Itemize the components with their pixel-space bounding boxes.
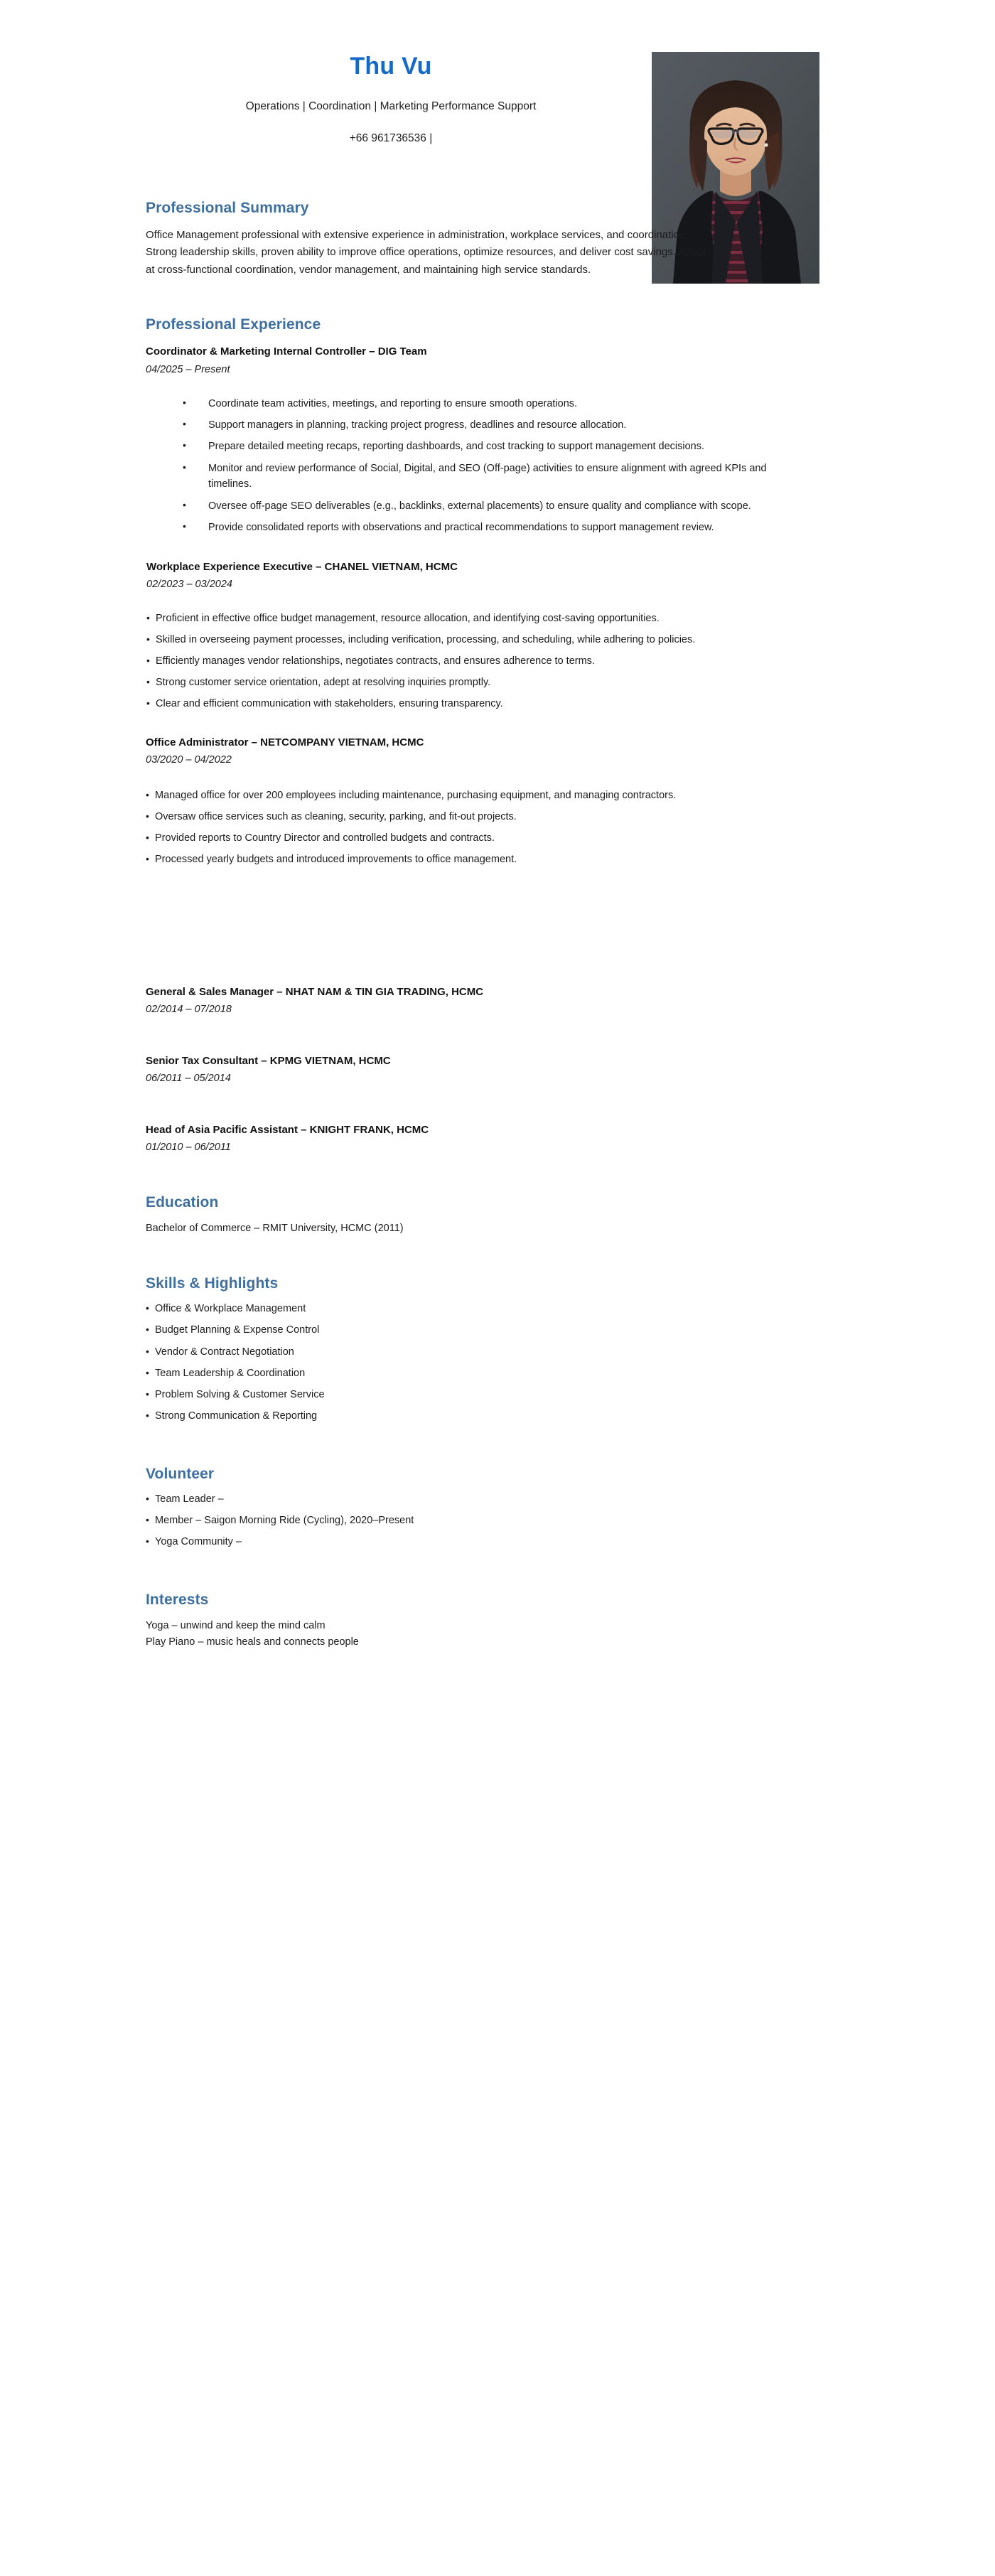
list-item: • Managed office for over 200 employees including maintenance, purchasing equipment, and managing contractors. (146, 788, 724, 804)
list-item: • Yoga Community – (146, 1535, 821, 1550)
section-title-education: Education (146, 1194, 219, 1211)
professional-tagline: Operations | Coordination | Marketing Performance Support (245, 100, 537, 113)
list-item: • Team Leadership & Coordination (146, 1366, 821, 1382)
list-item: • Oversee off-page SEO deliverables (e.g., backlinks, external placements) to ensure quality and compliance with scope. (183, 498, 770, 514)
list-item: • Processed yearly budgets and introduced improvements to office management. (146, 852, 724, 868)
job-bullet-list (146, 768, 821, 868)
list-item: • Team Leader – (146, 1492, 821, 1508)
section-skills (146, 1238, 821, 1424)
job-dates: 01/2010 – 06/2011 (146, 1142, 231, 1154)
list-item: • Support managers in planning, tracking project progress, deadlines and resource allocation. (183, 417, 770, 433)
job-dates: 02/2023 – 03/2024 (146, 579, 232, 591)
section-title-volunteer: Volunteer (146, 1465, 215, 1482)
list-item: • Monitor and review performance of Social, Digital, and SEO (Off-page) activities to ensure alignment with agreed KPIs and timelines. (183, 461, 770, 493)
job-bullet-list (146, 377, 821, 536)
job-entry (146, 1017, 821, 1086)
section-title-experience: Professional Experience (146, 316, 321, 333)
list-item: • Provided reports to Country Director and controlled budgets and contracts. (146, 830, 724, 847)
list-item: • Proficient in effective office budget management, resource allocation, and identifying cost-saving opportunities. (146, 611, 724, 627)
interest-item: Play Piano – music heals and connects people (146, 1636, 359, 1648)
list-item: • Provide consolidated reports with observations and practical recommendations to support management review. (183, 520, 770, 535)
volunteer-list (146, 1483, 821, 1550)
list-item: • Strong customer service orientation, adept at resolving inquiries promptly. (146, 675, 724, 691)
job-title: Senior Tax Consultant – KPMG VIETNAM, HCMC (146, 1054, 391, 1067)
list-item: • Problem Solving & Customer Service (146, 1388, 821, 1403)
contact-line: +66 961736536 | (349, 132, 433, 144)
list-item: • Efficiently manages vendor relationships, negotiates contracts, and ensures adherence to terms. (146, 653, 724, 670)
section-title-skills: Skills & Highlights (146, 1274, 279, 1292)
section-professional-summary (146, 178, 821, 279)
section-professional-experience (146, 279, 821, 1155)
education-entry: Bachelor of Commerce – RMIT University, HCMC (2011) (146, 1223, 404, 1235)
job-bullet-list (146, 592, 821, 712)
list-item: • Office & Workplace Management (146, 1302, 821, 1317)
list-item: • Skilled in overseeing payment processes, including verification, processing, and scheduling, while adhering to policies. (146, 632, 724, 648)
list-item: • Vendor & Contract Negotiation (146, 1345, 821, 1361)
resume-header (146, 0, 821, 178)
list-item: • Member – Saigon Morning Ride (Cycling), 2020–Present (146, 1513, 821, 1529)
job-title: Coordinator & Marketing Internal Controller – DIG Team (146, 345, 427, 358)
job-entry (146, 1086, 821, 1155)
job-title: General & Sales Manager – NHAT NAM & TIN GIA TRADING, HCMC (146, 985, 484, 998)
job-dates: 03/2020 – 04/2022 (146, 753, 232, 766)
job-dates: 06/2011 – 05/2014 (146, 1073, 231, 1085)
job-title: Office Administrator – NETCOMPANY VIETNAM, HCMC (146, 736, 424, 748)
section-education (146, 1155, 821, 1238)
interest-item: Yoga – unwind and keep the mind calm (146, 1619, 326, 1631)
job-entry (146, 873, 821, 1017)
job-title: Workplace Experience Executive – CHANEL VIETNAM, HCMC (146, 560, 458, 573)
page-title: Thu Vu (350, 53, 432, 80)
job-entry (146, 717, 821, 868)
job-dates: 02/2014 – 07/2018 (146, 1003, 232, 1015)
job-entry (146, 542, 821, 712)
list-item: • Coordinate team activities, meetings, and reporting to ensure smooth operations. (183, 396, 770, 412)
list-item: • Prepare detailed meeting recaps, reporting dashboards, and cost tracking to support management decisions. (183, 439, 770, 454)
list-item: • Budget Planning & Expense Control (146, 1323, 821, 1338)
summary-text: Office Management professional with extensive experience in administration, workplace services, and coordination. Strong leadership skills, proven ability to improve office operations, optimize resources, and deliver cost savings. Adept at cross-functional coordination, vendor management, and maintaining high service standards. (146, 229, 706, 276)
job-dates: 04/2025 – Present (146, 363, 230, 375)
list-item: • Strong Communication & Reporting (146, 1409, 821, 1424)
resume-content (146, 0, 821, 1651)
list-item: • Oversaw office services such as cleaning, security, parking, and fit-out projects. (146, 809, 724, 825)
section-interests (146, 1557, 821, 1651)
section-volunteer (146, 1431, 821, 1550)
job-entry (146, 333, 821, 536)
job-title: Head of Asia Pacific Assistant – KNIGHT FRANK, HCMC (146, 1124, 429, 1137)
list-item: • Clear and efficient communication with stakeholders, ensuring transparency. (146, 696, 724, 712)
section-title-summary: Professional Summary (146, 200, 309, 216)
section-title-interests: Interests (146, 1591, 209, 1608)
skills-list (146, 1292, 821, 1424)
